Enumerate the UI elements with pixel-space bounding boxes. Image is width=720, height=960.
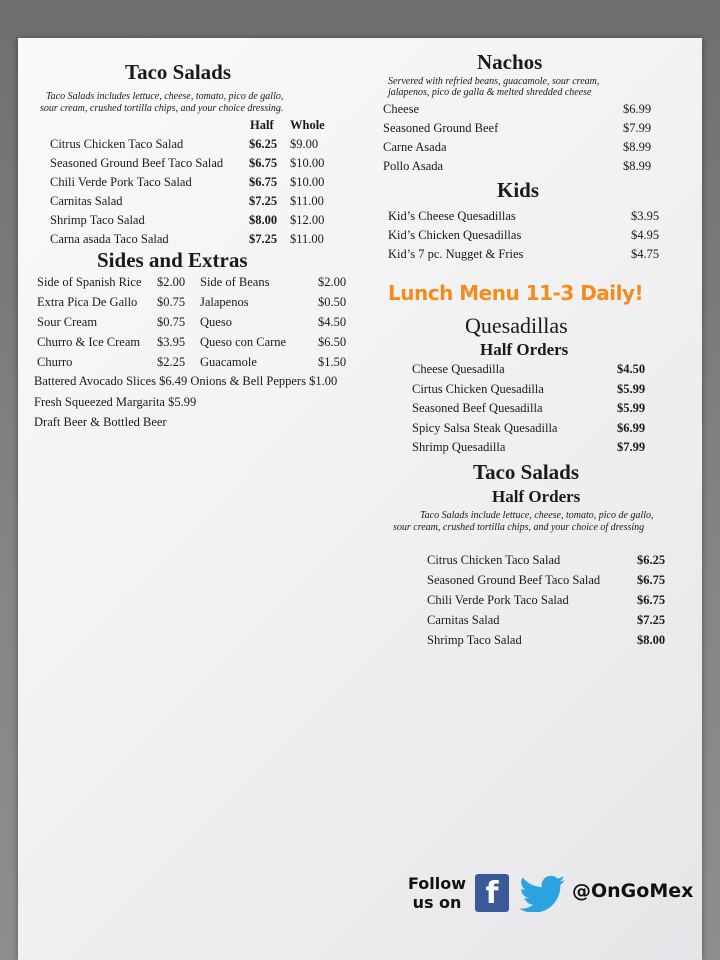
- nachos-item-price: $8.99: [623, 159, 652, 173]
- nachos-item-name: Seasoned Ground Beef: [383, 121, 499, 135]
- taco-salad-name: Chili Verde Pork Taco Salad: [50, 175, 192, 189]
- col-whole-header: Whole: [290, 118, 325, 132]
- taco-salad-whole-price: $11.00: [290, 194, 324, 208]
- quesadilla-item-name: Cheese Quesadilla: [412, 362, 505, 376]
- taco-salad-name: Carnitas Salad: [50, 194, 123, 208]
- sides-avocado-line: Battered Avocado Slices $6.49 Onions & Bell Peppers $1.00: [34, 374, 338, 388]
- lunch-taco-salad-name: Carnitas Salad: [427, 613, 500, 627]
- kids-item-name: Kid’s Cheese Quesadillas: [388, 209, 516, 223]
- taco-salad-half-price: $6.25: [249, 137, 278, 151]
- side-item-name: Churro: [37, 355, 73, 369]
- lunch-taco-salads-note-1: Taco Salads include lettuce, cheese, tomato, pico de gallo,: [420, 510, 654, 521]
- lunch-taco-salad-name: Shrimp Taco Salad: [427, 633, 522, 647]
- quesadilla-item-price: $5.99: [617, 401, 646, 415]
- quesadilla-item-name: Cirtus Chicken Quesadilla: [412, 381, 544, 396]
- lunch-taco-salad-price: $8.00: [637, 633, 666, 647]
- quesadillas-title: Quesadillas: [465, 313, 568, 338]
- side-item-name: Jalapenos: [200, 295, 249, 309]
- kids-item-name: Kid’s Chicken Quesadillas: [388, 228, 522, 242]
- taco-salad-half-price: $7.25: [249, 194, 278, 208]
- sides-margarita-line: Fresh Squeezed Margarita $5.99: [34, 395, 197, 409]
- follow-line-1: Follow: [408, 874, 467, 893]
- follow-us-text: [408, 874, 466, 912]
- lunch-taco-salad-name: Seasoned Ground Beef Taco Salad: [427, 573, 601, 587]
- nachos-item-price: $6.99: [623, 102, 652, 116]
- twitter-handle[interactable]: @OnGoMex: [572, 880, 694, 902]
- kids-title: Kids: [497, 178, 540, 202]
- kids-item-price: $4.95: [631, 228, 660, 242]
- nachos-item-price: $8.99: [623, 140, 652, 154]
- taco-salad-whole-price: $11.00: [290, 232, 324, 246]
- taco-salad-name: Carna asada Taco Salad: [50, 232, 169, 246]
- sides-beer-line: Draft Beer & Bottled Beer: [34, 415, 167, 429]
- side-item-name: Queso: [200, 315, 232, 329]
- nachos-note-2: jalapenos, pico de galla & melted shredded cheese: [388, 87, 592, 98]
- nachos-title: Nachos: [477, 50, 543, 74]
- side-item-price: $0.75: [157, 315, 186, 329]
- quesadilla-item-name: Seasoned Beef Quesadilla: [412, 401, 543, 415]
- side-item-price: $0.50: [318, 295, 347, 309]
- side-item-price: $1.50: [318, 355, 347, 369]
- side-item-name: Extra Pica De Gallo: [37, 295, 138, 309]
- quesadilla-item-price: $4.50: [617, 362, 646, 376]
- col-half-header: Half: [250, 118, 274, 132]
- lunch-taco-salad-price: $6.75: [637, 573, 666, 587]
- side-item-price: $6.50: [318, 335, 347, 349]
- side-item-price: $2.00: [318, 275, 347, 289]
- taco-salad-name: Seasoned Ground Beef Taco Salad: [50, 156, 224, 170]
- taco-salad-half-price: $8.00: [249, 213, 278, 227]
- lunch-taco-salads-title: Taco Salads: [473, 460, 580, 484]
- quesadillas-subtitle: Half Orders: [480, 340, 569, 359]
- quesadilla-item-name: Spicy Salsa Steak Quesadilla: [412, 420, 558, 435]
- side-item-name: Side of Beans: [200, 275, 270, 289]
- lunch-taco-salads-note-2: sour cream, crushed tortilla chips, and your choice of dressing: [393, 522, 645, 533]
- nachos-item-price: $7.99: [623, 121, 652, 135]
- lunch-banner: Lunch Menu 11-3 Daily!: [388, 281, 644, 305]
- side-item-name: Churro & Ice Cream: [37, 335, 141, 349]
- side-item-name: Queso con Carne: [200, 335, 287, 349]
- nachos-item-name: Carne Asada: [383, 140, 447, 154]
- kids-item-price: $3.95: [631, 209, 660, 223]
- taco-salad-half-price: $6.75: [249, 156, 278, 170]
- side-item-price: $2.00: [157, 275, 186, 289]
- quesadilla-item-name: Shrimp Quesadilla: [412, 440, 506, 454]
- nachos-item-name: Pollo Asada: [383, 159, 444, 173]
- kids-item-price: $4.75: [631, 247, 660, 261]
- taco-salad-name: Shrimp Taco Salad: [50, 213, 145, 227]
- lunch-taco-salad-price: $7.25: [637, 613, 666, 627]
- nachos-item-name: Cheese: [383, 102, 420, 116]
- taco-salad-whole-price: $10.00: [290, 156, 325, 170]
- side-item-name: Sour Cream: [37, 315, 98, 329]
- lunch-taco-salads-subtitle: Half Orders: [492, 487, 581, 506]
- taco-salad-half-price: $7.25: [249, 232, 278, 246]
- taco-salad-name: Citrus Chicken Taco Salad: [50, 137, 184, 151]
- taco-salads-title: Taco Salads: [125, 60, 232, 84]
- taco-salad-whole-price: $9.00: [290, 137, 319, 151]
- sides-title: Sides and Extras: [97, 248, 248, 272]
- quesadilla-item-price: $6.99: [617, 420, 646, 435]
- side-item-price: $2.25: [157, 355, 186, 369]
- quesadilla-item-price: $5.99: [617, 381, 646, 396]
- follow-line-2: us on: [412, 893, 462, 912]
- side-item-price: $4.50: [318, 315, 347, 329]
- side-item-price: $0.75: [157, 295, 186, 309]
- lunch-taco-salad-price: $6.75: [637, 593, 666, 607]
- taco-salads-note-1: Taco Salads includes lettuce, cheese, tomato, pico de gallo,: [46, 91, 284, 102]
- side-item-name: Side of Spanish Rice: [37, 275, 142, 289]
- lunch-taco-salad-price: $6.25: [637, 553, 666, 567]
- lunch-taco-salad-name: Citrus Chicken Taco Salad: [427, 553, 561, 567]
- kids-item-name: Kid’s 7 pc. Nugget & Fries: [388, 247, 524, 261]
- quesadilla-item-price: $7.99: [617, 440, 646, 454]
- facebook-icon[interactable]: f: [475, 874, 509, 912]
- taco-salad-whole-price: $10.00: [290, 175, 325, 189]
- taco-salad-whole-price: $12.00: [290, 213, 325, 227]
- taco-salad-half-price: $6.75: [249, 175, 278, 189]
- taco-salads-note-2: sour cream, crushed tortilla chips, and your choice dressing.: [40, 103, 284, 114]
- side-item-name: Guacamole: [200, 355, 257, 369]
- side-item-price: $3.95: [157, 335, 186, 349]
- lunch-taco-salad-name: Chili Verde Pork Taco Salad: [427, 593, 569, 607]
- nachos-note-1: Servered with refried beans, guacamole, sour cream,: [388, 76, 600, 87]
- twitter-icon[interactable]: [518, 874, 568, 912]
